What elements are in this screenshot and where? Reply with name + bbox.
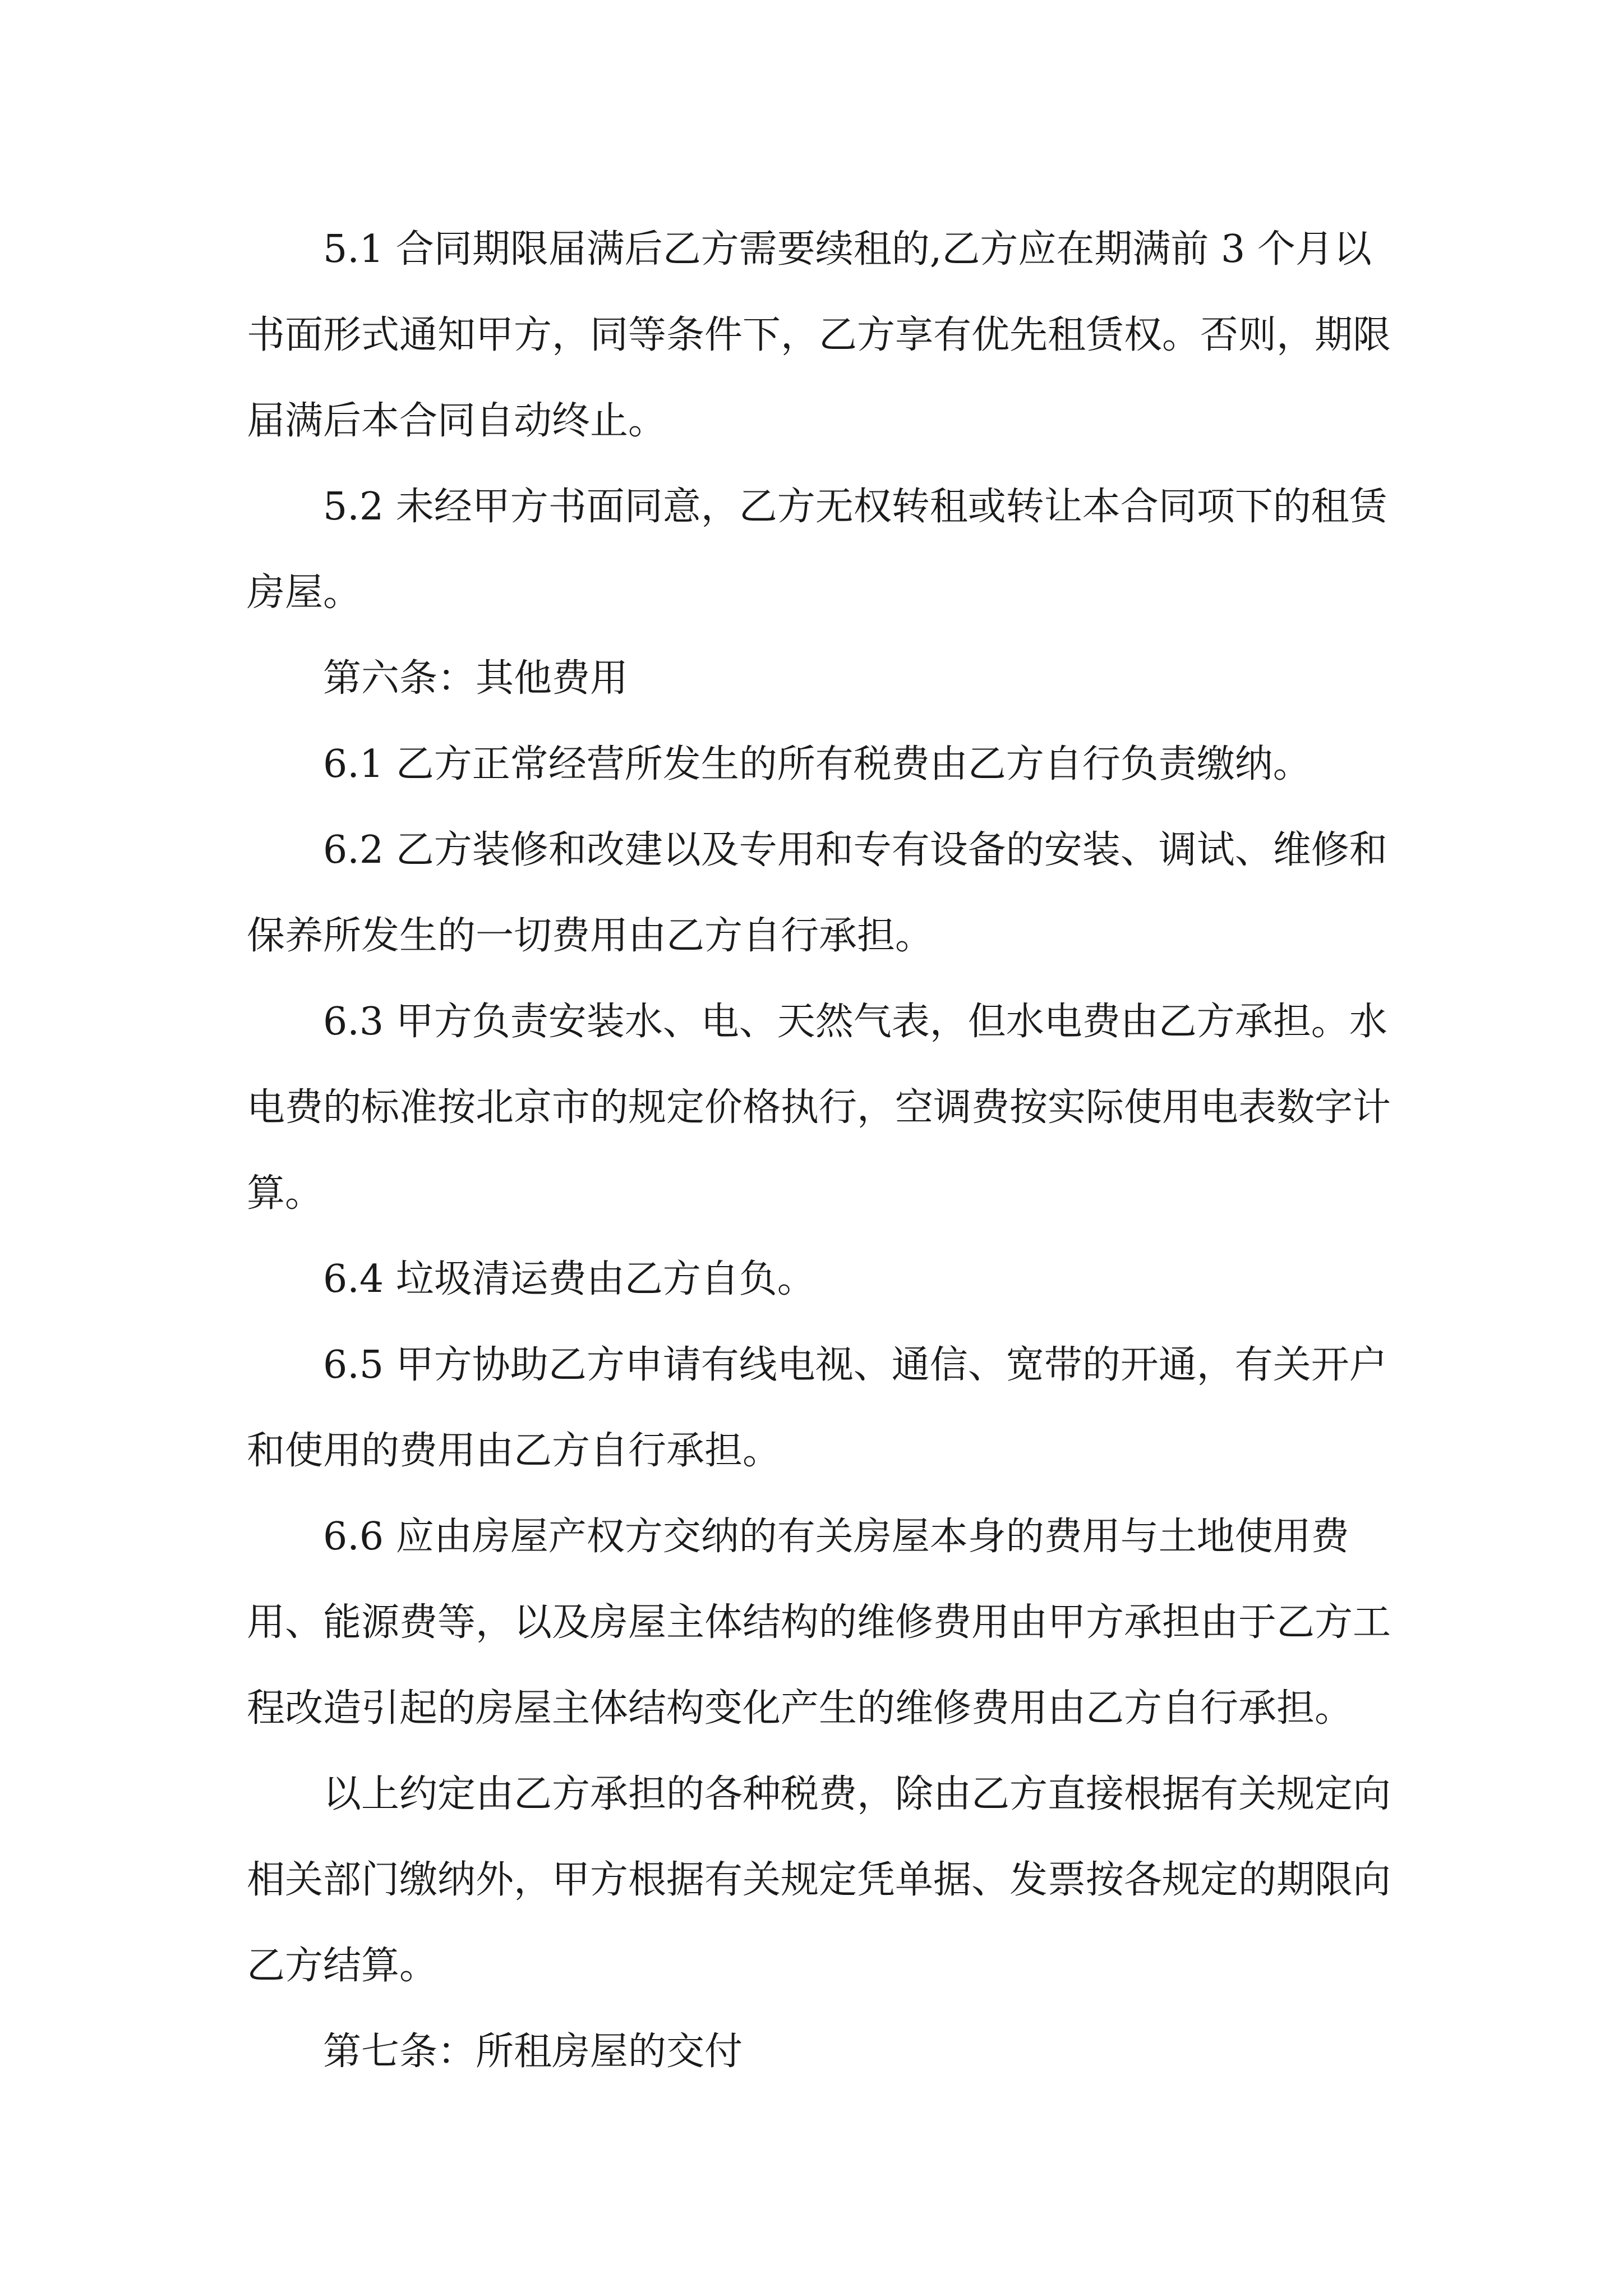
clause-6-3: 6.3 甲方负责安装水、电、天然气表，但水电费由乙方承担。水电费的标准按北京市的规定价格执行，空调费按实际使用电表数字计算。 (247, 1000, 1391, 1216)
clause-6-5: 6.5 甲方协助乙方申请有线电视、通信、宽带的开通，有关开户和使用的费用由乙方自行承担。 (247, 1343, 1387, 1473)
clause-6-4: 6.4 垃圾清运费由乙方自负。 (323, 1257, 815, 1301)
article-7-heading: 第七条：所租房屋的交付 (323, 2030, 743, 2074)
document-body (247, 206, 1402, 2095)
clause-5-2: 5.2 未经甲方书面同意，乙方无权转租或转让本合同项下的租赁房屋。 (247, 485, 1387, 615)
clause-6-1: 6.1 乙方正常经营所发生的所有税费由乙方自行负责缴纳。 (323, 742, 1311, 786)
article-6-heading: 第六条：其他费用 (323, 656, 629, 701)
clause-6-6: 6.6 应由房屋产权方交纳的有关房屋本身的费用与土地使用费用、能源费等，以及房屋主体结构的维修费用由甲方承担由于乙方工程改造引起的房屋主体结构变化产生的维修费用由乙方自行承担。 (247, 1515, 1391, 1731)
clause-5-1: 5.1 合同期限届满后乙方需要续租的,乙方应在期满前 3 个月以书面形式通知甲方，同等条件下，乙方享有优先租赁权。否则，期限届满后本合同自动终止。 (247, 227, 1391, 443)
clause-6-2: 6.2 乙方装修和改建以及专用和专有设备的安装、调试、维修和保养所发生的一切费用由乙方自行承担。 (247, 828, 1387, 958)
tax-settlement-paragraph: 以上约定由乙方承担的各种税费，除由乙方直接根据有关规定向相关部门缴纳外，甲方根据有关规定凭单据、发票按各规定的期限向乙方结算。 (247, 1772, 1391, 1988)
